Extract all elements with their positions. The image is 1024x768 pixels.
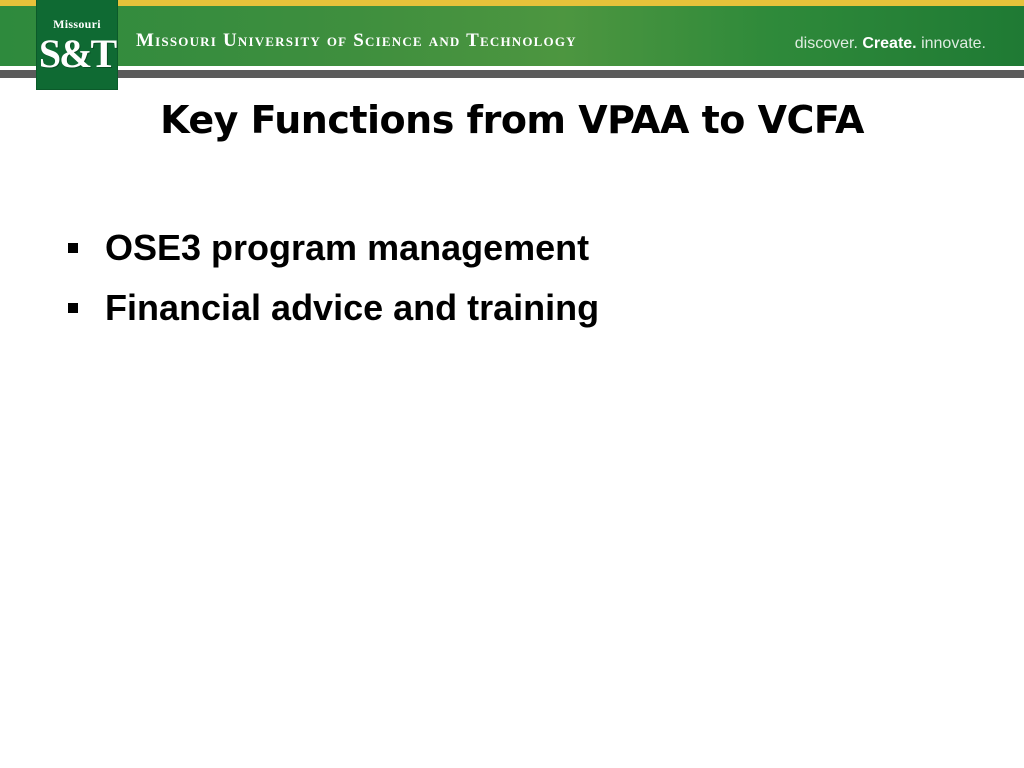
tagline-discover: discover.	[794, 35, 858, 52]
tagline-create: Create.	[862, 35, 917, 52]
tagline	[795, 35, 986, 53]
bullet-item	[64, 278, 599, 338]
university-logo	[37, 0, 117, 89]
bullet-text: OSE3 program management	[105, 227, 590, 268]
square-bullet-icon	[68, 303, 78, 313]
logo-main-text: S&T	[38, 31, 116, 76]
bullet-list	[64, 218, 599, 338]
university-name: Missouri University of Science and Technology	[136, 30, 577, 51]
logo-top-text: Missouri	[53, 17, 101, 31]
header-gray-rule	[0, 70, 1024, 78]
bullet-text: Financial advice and training	[105, 287, 600, 328]
tagline-innovate: innovate.	[921, 35, 986, 52]
square-bullet-icon	[68, 243, 78, 253]
bullet-item	[64, 218, 599, 278]
slide-title: Key Functions from VPAA to VCFA	[160, 98, 864, 142]
